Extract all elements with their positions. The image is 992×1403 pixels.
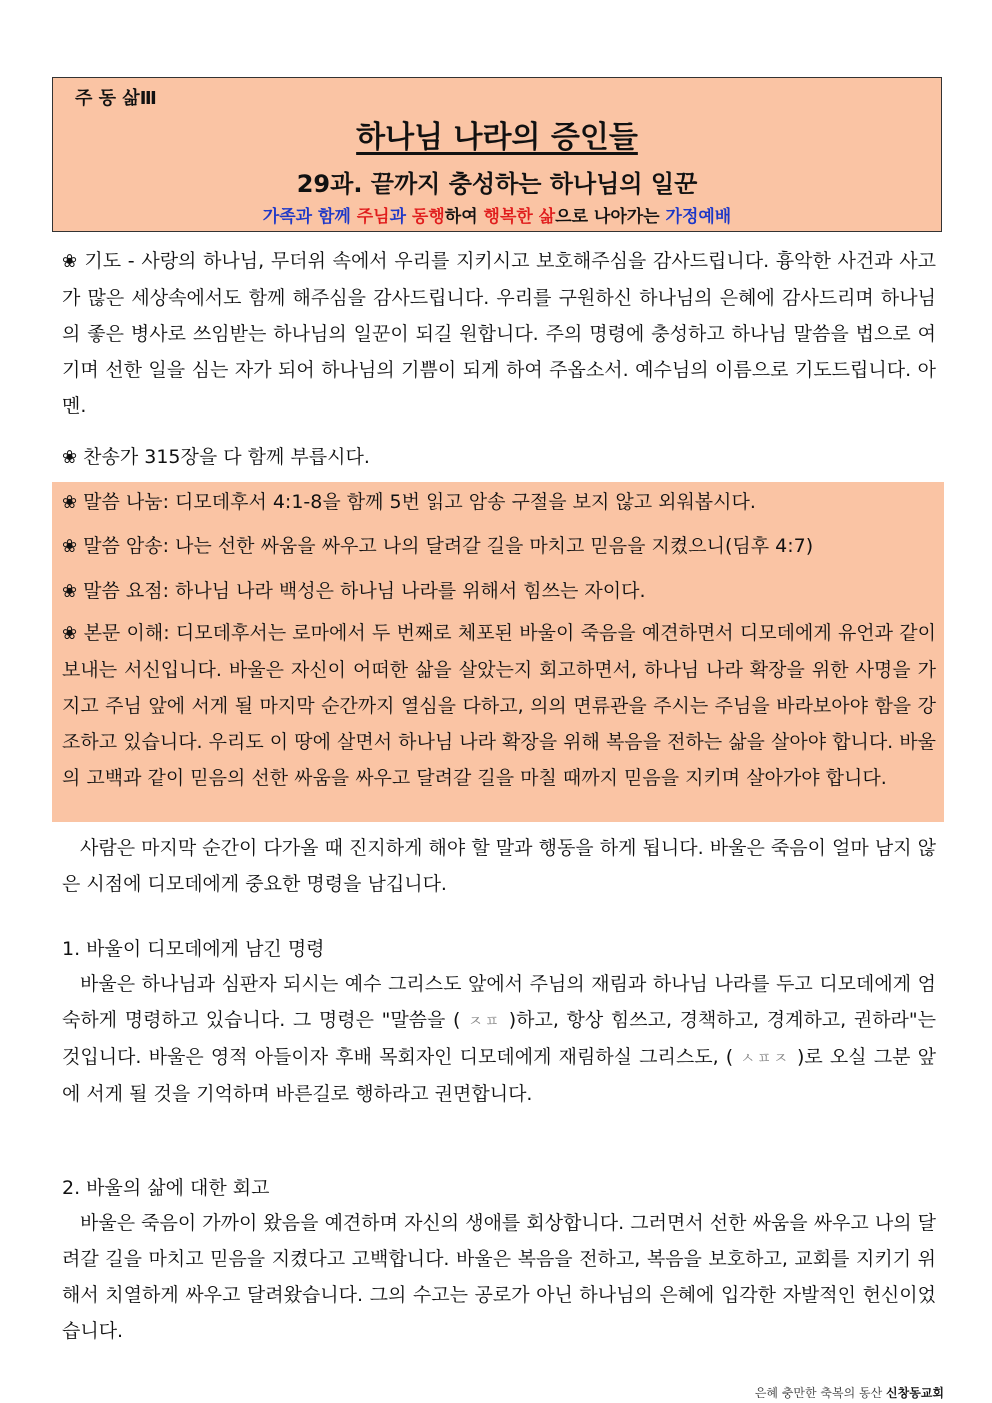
word-point-paragraph <box>62 573 936 610</box>
word-share-text: 말씀 나눔: 디모데후서 4:1-8을 함께 5번 읽고 암송 구절을 보지 않고 외워봅시다. <box>83 491 756 513</box>
theme-part: 가족과 함께 <box>262 207 357 227</box>
flower-icon: ❀ <box>62 581 78 602</box>
footer <box>755 1384 944 1401</box>
intro-paragraph <box>62 830 936 902</box>
theme-part: 행복한 삶 <box>483 207 556 227</box>
section1-text: 바울은 하나님과 심판자 되시는 예수 그리스도 앞에서 주님의 재림과 하나님 나라를 두고 디모데에게 엄숙하게 명령하고 있습니다. 그 명령은 "말씀을 ( <box>62 973 936 1031</box>
word-understanding-text: 본문 이해: 디모데후서는 로마에서 두 번째로 체포된 바울이 죽음을 예견하면서 디모데에게 유언과 같이 보내는 서신입니다. 바울은 자신이 어떠한 삶을 살았는지 회고하면서, 하나님 나라 확장을 위한 사명을 가지고 주님 앞에 서게 될 마지막 순간까지 열심을 다하고, 의의 면류관을 주시는 주님을 바라보아야 함을 강조하고 있습니다. 우리도 이 땅에 살면서 하나님 나라 확장을 위해 복음을 전하는 삶을 살아야 합니다. 바울의 고백과 같이 믿음의 선한 싸움을 싸우고 달려갈 길을 마칠 때까지 믿음을 지키며 살아가야 합니다. <box>62 622 936 789</box>
word-point-text: 말씀 요점: 하나님 나라 백성은 하나님 나라를 위해서 힘쓰는 자이다. <box>83 580 646 602</box>
flower-icon: ❀ <box>62 251 78 272</box>
flower-icon: ❀ <box>62 623 78 644</box>
section2-text: 바울은 죽음이 가까이 왔음을 예견하며 자신의 생애를 회상합니다. 그러면서 선한 싸움을 싸우고 나의 달려갈 길을 마치고 믿음을 지켰다고 고백합니다. 바울은 복음을 전하고, 복음을 보호하고, 교회를 지키기 위해서 치열하게 싸우고 달려왔습니다. 그의 수고는 공로가 아닌 하나님의 은혜에 입각한 자발적인 헌신이었습니다. <box>62 1212 936 1342</box>
hymn-text: 찬송가 315장을 다 함께 부릅시다. <box>83 446 370 468</box>
section2-title: 2. 바울의 삶에 대한 회고 <box>62 1177 270 1199</box>
flower-icon: ❀ <box>62 536 78 557</box>
church-name: 신창동교회 <box>886 1386 944 1400</box>
prayer-paragraph <box>62 243 936 424</box>
blank-hint: ㅈㅍ <box>468 1012 502 1030</box>
word-share-paragraph <box>62 484 936 521</box>
theme-part: 동행 <box>411 207 445 227</box>
section1-text: )하고, 항상 힘쓰고, 경책하고, 경계하고, 권하라"는 것입니다. 바울은 영적 아들이자 후배 목회자인 디모데에게 재림하실 그리스도, ( <box>62 1009 936 1068</box>
theme-part: 으로 나아가는 <box>555 207 666 227</box>
section2-paragraph <box>62 1205 936 1349</box>
series-label: 주 동 삶Ⅲ <box>75 88 157 109</box>
theme-part: 하여 <box>444 207 484 227</box>
lesson-title: 29과. 끝까지 충성하는 하나님의 일꾼 <box>296 170 698 198</box>
word-memorize-paragraph <box>62 528 936 565</box>
flower-icon: ❀ <box>62 447 78 468</box>
intro-text: 사람은 마지막 순간이 다가올 때 진지하게 해야 할 말과 행동을 하게 됩니다. 바울은 죽음이 얼마 남지 않은 시점에 디모데에게 중요한 명령을 남깁니다. <box>62 837 936 895</box>
theme-part: 과 <box>389 207 412 227</box>
blank-hint: ㅅㅍㅈ <box>740 1049 790 1067</box>
page-title: 하나님 나라의 증인들 <box>356 120 638 155</box>
flower-icon: ❀ <box>62 492 78 513</box>
word-understanding-paragraph <box>62 615 936 796</box>
theme-line <box>53 202 941 227</box>
word-memorize-text: 말씀 암송: 나는 선한 싸움을 싸우고 나의 달려갈 길을 마치고 믿음을 지켰으니(딤후 4:7) <box>83 535 814 557</box>
footer-text: 은혜 충만한 축복의 동산 <box>754 1386 887 1400</box>
section1-paragraph <box>62 966 936 1112</box>
header-box <box>52 77 942 232</box>
section1-text: )로 오실 그분 앞에 서게 될 것을 기억하며 바른길로 행하라고 권면합니다. <box>62 1046 936 1105</box>
hymn-paragraph <box>62 439 936 476</box>
prayer-text: 기도 - 사랑의 하나님, 무더위 속에서 우리를 지키시고 보호해주심을 감사드립니다. 흉악한 사건과 사고가 많은 세상속에서도 함께 해주심을 감사드립니다. 우리를 구원하신 하나님의 은혜에 감사드리며 하나님의 좋은 병사로 쓰임받는 하나님의 일꾼이 되길 원합니다. 주의 명령에 충성하고 하나님 말씀을 법으로 여기며 선한 일을 심는 자가 되어 하나님의 기쁨이 되게 하여 주옵소서. 예수님의 이름으로 기도드립니다. 아멘. <box>62 250 936 417</box>
theme-part: 가정예배 <box>665 207 732 227</box>
theme-part: 주님 <box>356 207 390 227</box>
section1-title: 1. 바울이 디모데에게 남긴 명령 <box>62 938 325 960</box>
